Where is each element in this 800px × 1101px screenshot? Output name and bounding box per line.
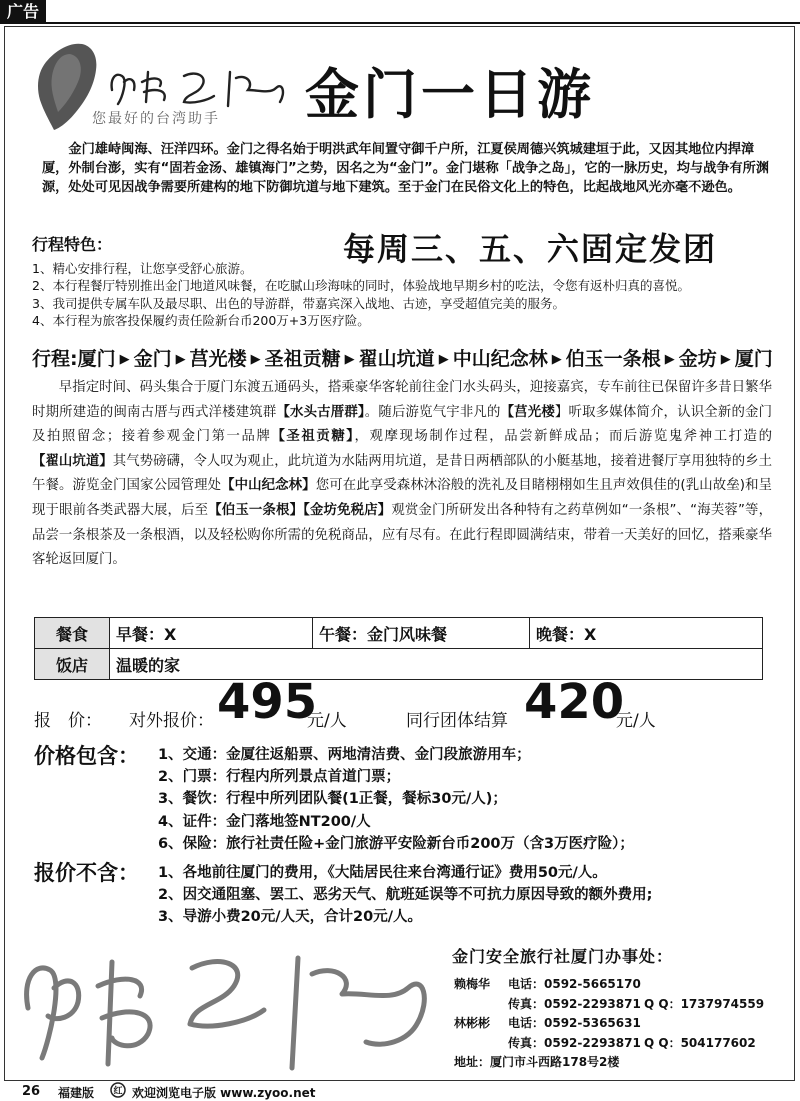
list-item: 3、导游小费20元/人天，合计20元/人。 [158,909,423,926]
route-stop: 厦门 [77,348,116,370]
list-item: 3、我司提供专属车队及最尽职、出色的导游群，带嘉宾深入战地、古迹，享受超值完美的服务。 [32,295,565,311]
contact-row [454,975,794,995]
features-label: 行程特色： [32,235,113,254]
excluded-list [158,862,778,929]
contact-list [454,975,794,1073]
list-item: 1、各地前往厦门的费用，《大陆居民往来台湾通行证》费用50元/人。 [158,865,607,881]
highlight: 【中山纪念林】 [221,478,316,494]
route-stop: 厦门 [734,348,773,370]
route-stop: 中山纪念林 [452,348,548,370]
highlight: 【水头古厝群】 [276,404,365,420]
list-item: 4、本行程为旅客投保履约责任险新台币200万+3万医疗险。 [32,312,370,328]
contact-fax: 传真：0592-2293871 [508,996,641,1011]
price-label: 报 价： [34,711,102,731]
highlight: 【莒光楼 [500,404,555,420]
arrow-right-icon: ▶ [720,352,731,367]
route-stop: 金门 [133,348,172,370]
list-item: 1、精心安排行程，让您享受舒心旅游。 [32,261,253,276]
lunch-cell: 午餐：金门风味餐 [313,618,530,649]
excluded-label: 报价不含： [34,861,139,885]
hotel-label: 饭店 [35,649,110,680]
arrow-right-icon: ▶ [438,352,449,367]
list-item: 2、门票：行程内所列景点首道门票； [158,769,401,786]
departure-schedule: 每周三、五、六固定发团 [343,230,718,268]
page-title: 金门一日游 [305,63,595,126]
table-row [35,618,763,649]
ad-tag: 广告 [0,0,46,24]
brand-slogan: 您最好的台湾助手 [92,111,220,127]
route-stop: 翟山坑道 [358,348,435,370]
list-item: 1、交通：金厦往返船票、两地清洁费、金门段旅游用车； [158,747,531,763]
highlight: 【翟山坑道】 [32,453,113,469]
group-price-unit: 元/人 [616,711,656,731]
contact-name: 赖梅华 [454,977,491,991]
arrow-right-icon: ▶ [664,352,675,367]
group-price-value: 420 [524,674,625,730]
route-line [32,344,782,371]
route-stop: 莒光楼 [189,348,247,370]
arrow-right-icon: ▶ [551,352,562,367]
footer-message: 欢迎浏览电子版 www.zyoo.net [132,1086,316,1100]
itinerary-paragraph: 早指定时间、码头集合于厦门东渡五通码头，搭乘豪华客轮前往金门水头码头，迎接嘉宾，专车前往已保留许多昔日繁华时期所建造的闽南古厝与西式洋楼建筑群【水头古厝群】。随后游览气宇非凡的【莒光楼】听取多媒体简介，认识全新的金门及拍照留念；接着参观金门第一品牌【圣祖贡糖】，观摩现场制作过程，品尝新鲜成品；而后游览鬼斧神工打造的【翟山坑道】其气势磅礴，令人叹为观止，此坑道为水陆两用坑道，是昔日两栖部队的小艇基地，接着进餐厅享用独特的乡土午餐。游览金门国家公园管理处【中山纪念林】您可在此享受森林沐浴般的洗礼及目睹栩栩如生且声效俱佳的(乳山故垒)和呈现于眼前各类武器大展，后至【伯玉一条根】【金坊免税店】观赏金门所研发出各种特有之药草例如“一条根”、“海芙蓉”等，品尝一条根茶及一条根酒，以及轻松购你所需的免税商品，应有尽有。在此行程即圆满结束，带着一天美好的回忆，搭乘豪华客轮返回厦门。 [32,380,773,568]
route-stop: 圣祖贡糖 [264,348,341,370]
list-item: 2、因交通阻塞、罢工、恶劣天气、航班延误等不可抗力原因导致的额外费用; [158,887,653,904]
external-price-label: 对外报价： [129,711,214,731]
edition-label: 福建版 [58,1086,95,1100]
arrow-right-icon: ▶ [175,352,186,367]
taiwan-island-icon [38,44,96,130]
route-stop: 金坊 [678,348,717,370]
brand-script [112,72,283,106]
top-divider [0,22,800,24]
list-item: 2、本行程餐厅特别推出金门地道风味餐，在吃腻山珍海味的同时，体验战地早期乡村的吃法，令您有返朴归真的喜悦。 [32,278,690,294]
group-price-label: 同行团体结算 [406,711,508,731]
contact-qq: Q Q：504177602 [644,1035,756,1050]
zyoo-logo-icon [110,1082,126,1098]
contact-fax: 传真：0592-2293871 [508,1035,641,1050]
contact-qq: Q Q：1737974559 [644,996,765,1011]
included-label: 价格包含： [34,744,139,768]
features-list [32,260,792,329]
arrow-right-icon: ▶ [344,352,355,367]
contact-row [454,1034,794,1054]
contact-row [454,995,794,1015]
intro-paragraph: 金门雄峙闽海、汪洋四环。金门之得名始于明洪武年间置守御千户所，江夏侯周德兴筑城建垣于此，又因其地位内捍漳厦，外制台澎，实有“固若金汤、雄镇海门”之势，因名之为“金门”。金门堪称「战争之岛」，它的一脉历史，均与战争有所渊源，处处可见因战争需要所建构的地下防御坑道与地下建筑。至于金门在民俗文化上的特色，比起战地风光亦毫不逊色。 [42,142,770,195]
included-list [158,744,778,855]
contact-row [454,1014,794,1034]
page-number: 26 [22,1084,41,1099]
list-item: 3、餐饮：行程中所列团队餐(1正餐，餐标30元/人)； [158,791,507,808]
price-row [34,674,774,734]
meals-label: 餐食 [35,618,110,649]
highlight: 【圣祖贡糖】 [271,429,355,445]
contact-phone: 电话：0592-5665170 [508,977,641,991]
route-label: 行程: [32,348,78,370]
contact-name: 林彬彬 [454,1016,491,1030]
meals-table [34,617,763,680]
svg-text:红: 红 [113,1086,123,1097]
list-item: 4、证件：金门落地签NT200/人 [158,813,371,830]
arrow-right-icon: ▶ [250,352,261,367]
arrow-right-icon: ▶ [119,352,130,367]
hotel-cell: 温暖的家 [110,649,763,680]
contact-phone: 电话：0592-5365631 [508,1016,641,1030]
route-stop: 伯玉一条根 [565,348,661,370]
breakfast-cell: 早餐：X [110,618,313,649]
highlight: 【伯玉一条根】【金坊免税店】 [208,502,392,518]
office-title: 金门安全旅行社厦门办事处： [452,947,674,966]
brand-signature [16,938,436,1078]
dinner-cell: 晚餐：X [530,618,763,649]
list-item: 6、保险：旅行社责任险+金门旅游平安险新台币200万（含3万医疗险）； [158,835,634,852]
contact-row [454,1053,794,1073]
external-price-unit: 元/人 [307,711,347,731]
external-price-value: 495 [217,674,318,730]
office-address: 地址：厦门市斗西路178号2楼 [454,1055,620,1069]
